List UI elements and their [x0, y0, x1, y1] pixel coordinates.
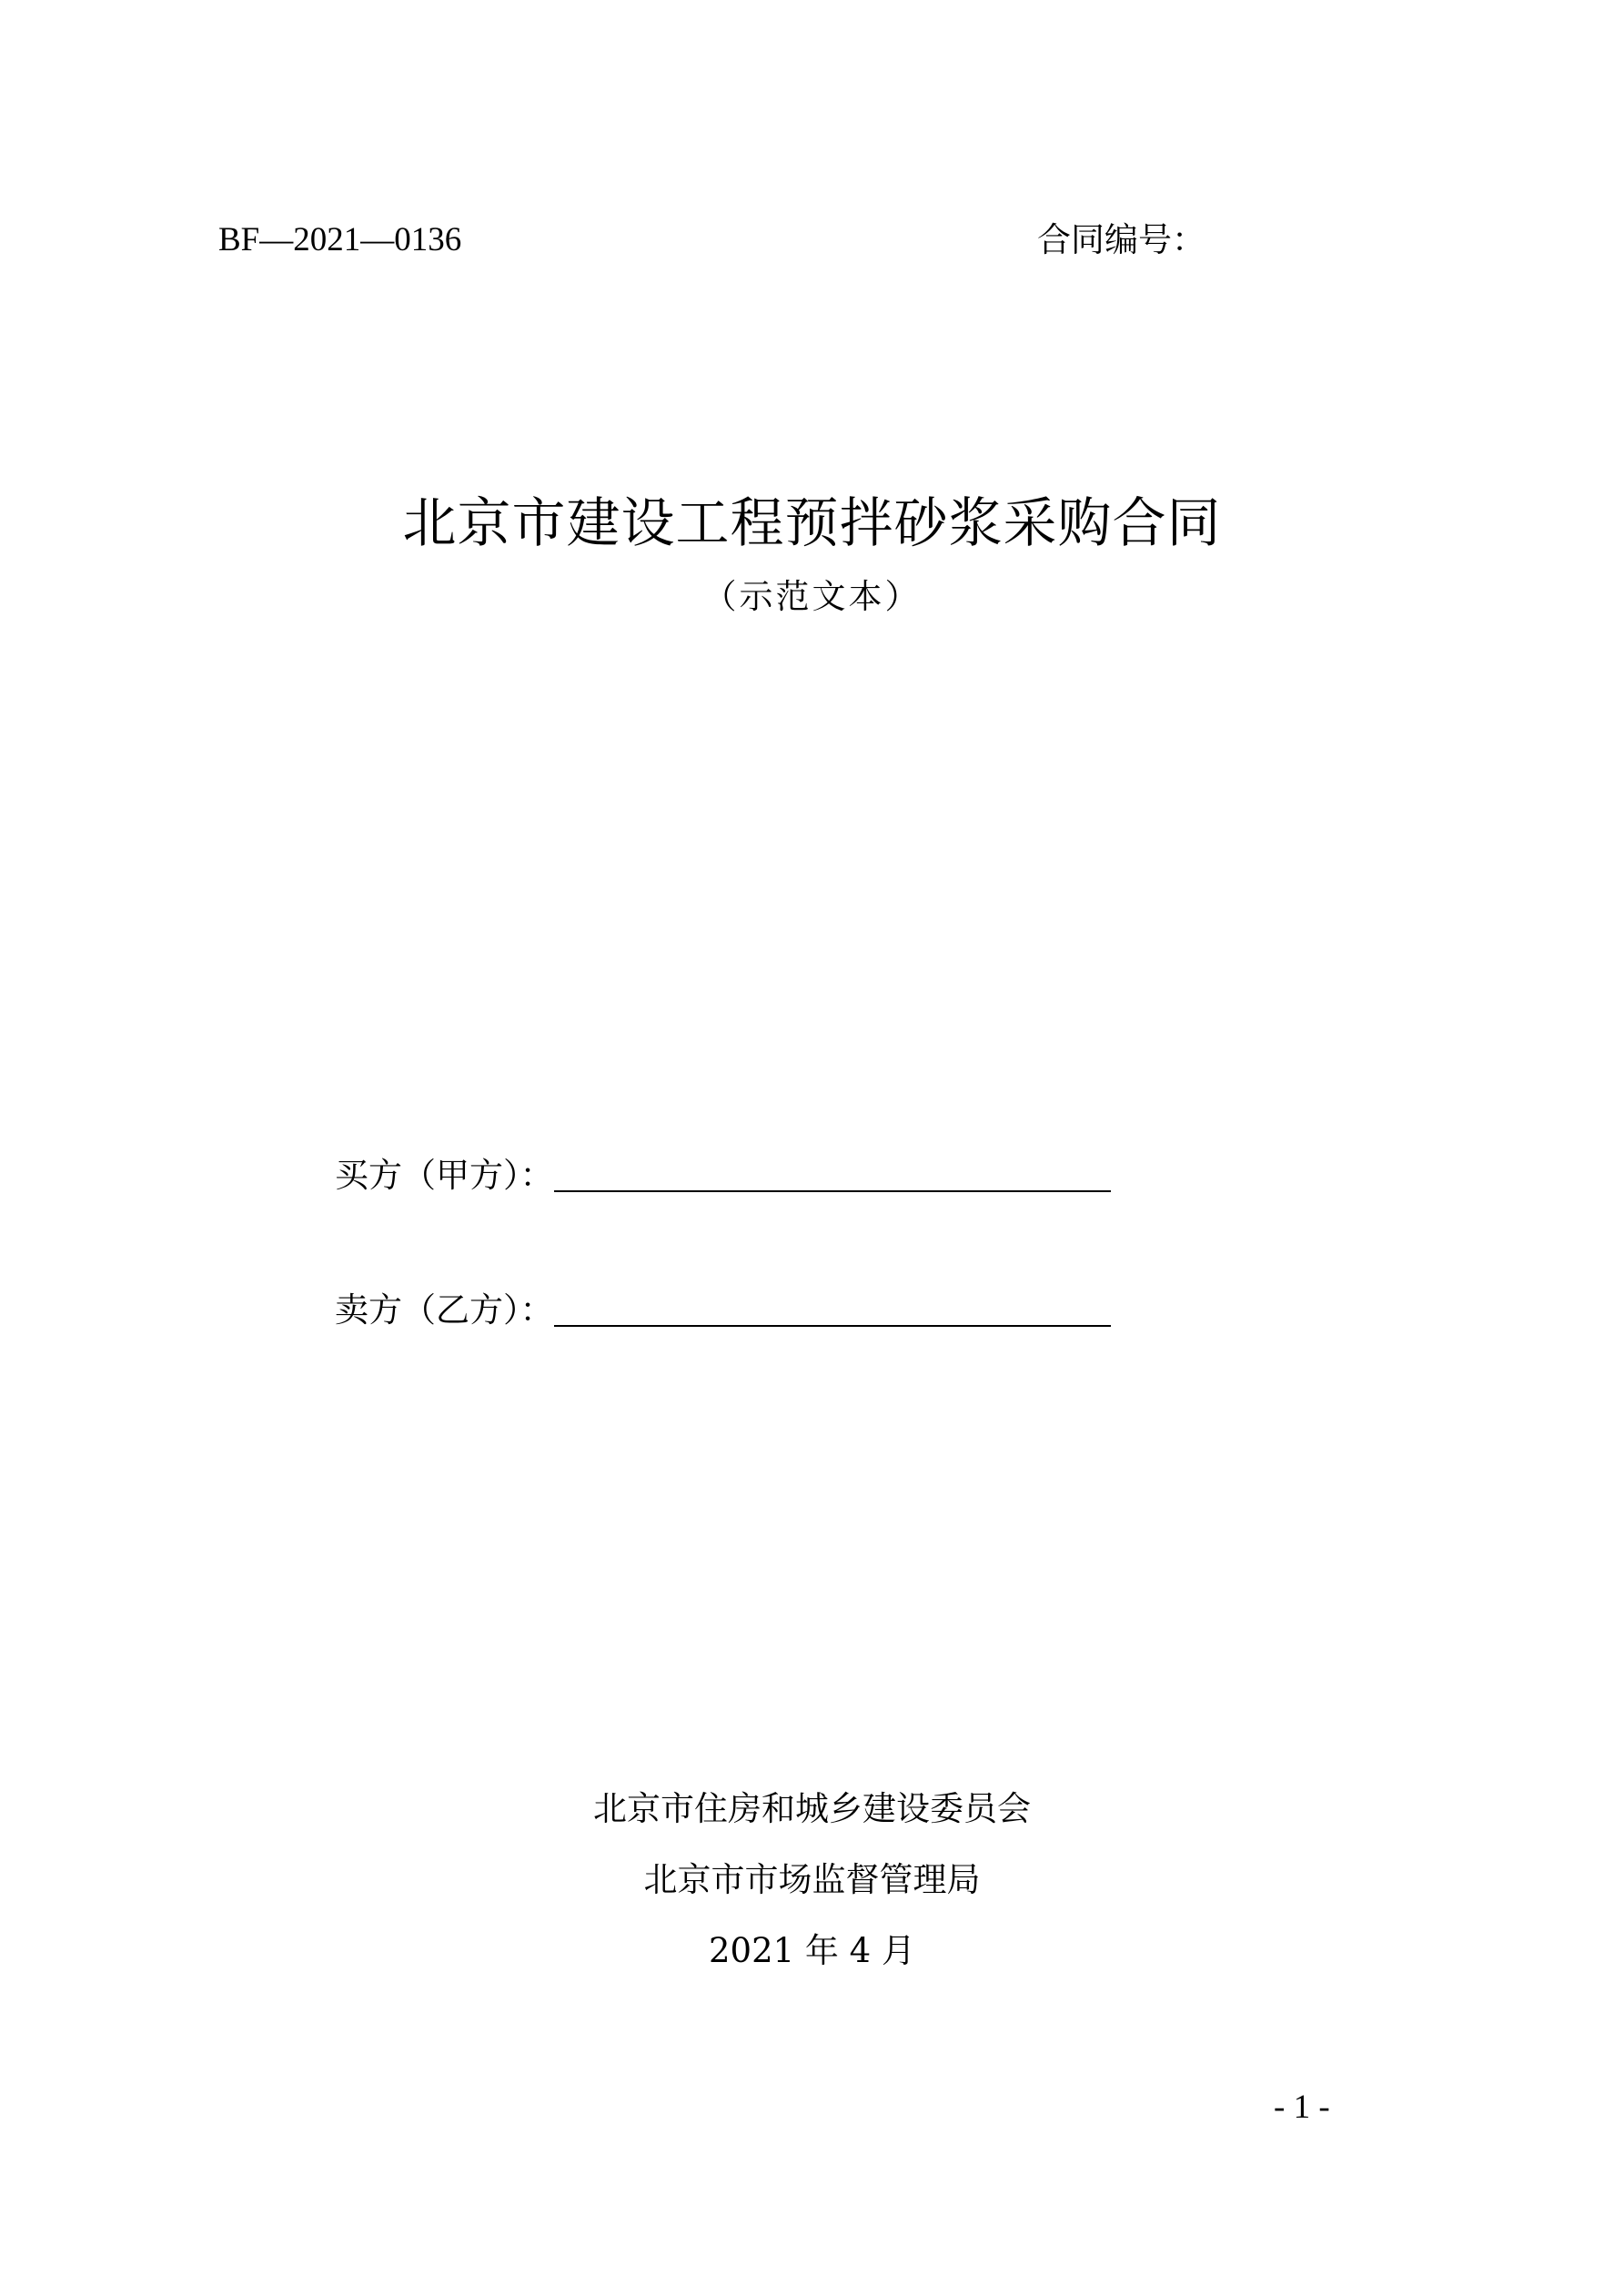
- document-title: 北京市建设工程预拌砂浆采购合同: [402, 491, 1222, 554]
- issuer-name-1: 北京市住房和城乡建设委员会: [593, 1789, 1031, 1828]
- page-number: - 1 -: [1274, 2089, 1330, 2126]
- buyer-label: 买方（甲方）：: [335, 1156, 554, 1195]
- seller-row: [335, 1279, 1111, 1334]
- buyer-blank-line: [554, 1150, 1111, 1192]
- document-code: BF—2021—0136: [218, 221, 462, 258]
- seller-label: 卖方（乙方）：: [335, 1290, 554, 1330]
- issue-date: 2021 年 4 月: [709, 1931, 915, 1970]
- seller-blank-line: [554, 1285, 1111, 1327]
- issuer-name-2: 北京市市场监督管理局: [643, 1860, 981, 1899]
- document-subtitle: （示范文本）: [702, 577, 922, 616]
- contract-number-label: 合同编号：: [1037, 220, 1205, 259]
- buyer-row: [335, 1145, 1111, 1199]
